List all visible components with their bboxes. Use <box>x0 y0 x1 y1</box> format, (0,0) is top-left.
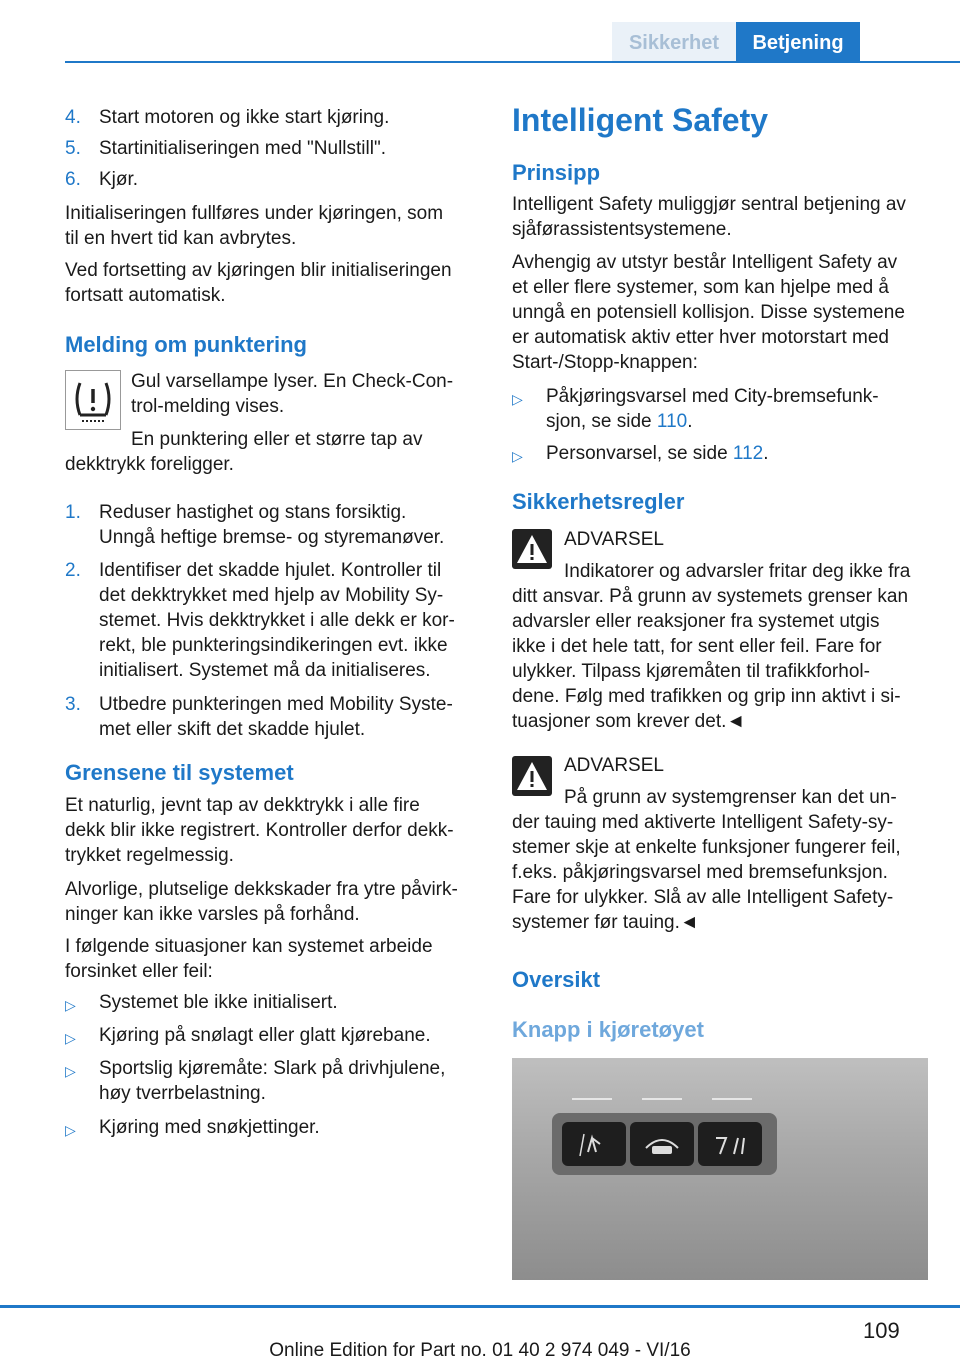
text-line: Kjøring på snølagt eller glatt kjørebane. <box>99 1025 431 1046</box>
text-line: I følgende situasjoner kan systemet arbeide <box>65 936 433 957</box>
section-heading: Grensene til systemet <box>65 760 294 785</box>
subsection-heading: Knapp i kjøretøyet <box>512 1017 704 1042</box>
text-fragment: . <box>763 443 769 464</box>
paragraph <box>65 793 454 868</box>
text-line: Alvorlige, plutselige dekkskader fra ytre påvirk- <box>65 879 458 900</box>
text-line: stemet. Hvis dekktrykket i alle dekk er kor- <box>99 610 455 631</box>
text-line: Gul varsellampe lyser. En Check-Con- <box>131 371 454 392</box>
page-link[interactable]: 110 <box>656 411 688 432</box>
text-line: trol-melding vises. <box>131 396 285 417</box>
bullet-list <box>512 384 932 472</box>
text-line: er automatisk aktiv etter hver motorstart med <box>512 327 889 348</box>
text-line: Kjøring med snøkjettinger. <box>99 1117 320 1138</box>
page-title: Intelligent Safety <box>512 102 769 138</box>
text-fragment: . <box>687 411 693 432</box>
text-line: forsinket eller feil: <box>65 961 213 982</box>
text-line: dekk blir ikke registrert. Kontroller derfor dekk- <box>65 820 454 841</box>
paragraph <box>512 584 908 734</box>
text-line: met eller skift det skadde hjulet. <box>99 719 366 740</box>
list-item <box>65 558 485 692</box>
step-number: 3. <box>65 694 81 715</box>
tire-pressure-warning-icon <box>65 370 121 430</box>
vehicle-buttons-photo <box>512 1058 928 1280</box>
paragraph <box>131 369 453 419</box>
header-divider <box>65 61 960 63</box>
text-line: Systemet ble ikke initialisert. <box>99 992 338 1013</box>
bullet-triangle-icon: ▷ <box>65 1063 76 1079</box>
paragraph <box>512 810 901 935</box>
text-line <box>546 409 879 434</box>
text-fragment: sjon, se side <box>546 411 657 432</box>
paragraph <box>65 258 452 308</box>
step-text: Kjør. <box>99 169 139 190</box>
steps-mid <box>65 500 485 750</box>
step-text: Startinitialiseringen med "Nullstill". <box>99 138 386 159</box>
paragraph <box>512 192 906 242</box>
text-line: Utbedre punkteringen med Mobility Syste- <box>99 694 453 715</box>
text-line: dekktrykk foreligger. <box>65 454 234 475</box>
list-item <box>65 105 485 136</box>
page-number: 109 <box>863 1318 900 1343</box>
text-line: Et naturlig, jevnt tap av dekktrykk i alle fire <box>65 795 420 816</box>
list-item <box>65 136 485 167</box>
text-line: Intelligent Safety muliggjør sentral betjening av <box>512 194 906 215</box>
text-line: stemer skje at enkelte funksjoner fungerer feil, <box>512 837 901 858</box>
list-item <box>65 692 485 750</box>
pedestrian-warning-button-icon <box>562 1122 626 1166</box>
text-line: dene. Følg med trafikken og grip inn aktivt i si- <box>512 686 901 707</box>
text-line: unngå en potensiell kollisjon. Disse systemene <box>512 302 905 323</box>
bullet-list <box>65 990 485 1148</box>
text-line: På grunn av systemgrenser kan det un- <box>564 787 897 808</box>
list-item <box>65 167 485 198</box>
tab-betjening[interactable]: Betjening <box>736 22 860 62</box>
text-line: Unngå heftige bremse- og styremanøver. <box>99 527 445 548</box>
text-line: til en hvert tid kan avbrytes. <box>65 228 297 249</box>
text-line: Initialiseringen fullføres under kjøringen, som <box>65 203 444 224</box>
text-line: Fare for ulykker. Slå av alle Intelligent Safety- <box>512 887 894 908</box>
bullet-triangle-icon: ▷ <box>65 1122 76 1138</box>
text-line: advarsler eller reaksjoner fra systemet utgis <box>512 611 880 632</box>
paragraph <box>512 250 905 375</box>
text-line: fortsatt automatisk. <box>65 285 226 306</box>
text-fragment: Personvarsel, se side <box>546 443 733 464</box>
step-text: Start motoren og ikke start kjøring. <box>99 107 390 128</box>
text-line: Start-/Stopp-knappen: <box>512 352 698 373</box>
section-heading: Melding om punktering <box>65 332 307 357</box>
bullet-triangle-icon: ▷ <box>512 448 523 464</box>
text-line: Reduser hastighet og stans forsiktig. <box>99 502 407 523</box>
text-line: ditt ansvar. På grunn av systemets grenser kan <box>512 586 909 607</box>
text-line: ikke i det hele tatt, for sent eller feil. Fare for <box>512 636 882 657</box>
text-line: trykket regelmessig. <box>65 845 234 866</box>
paragraph <box>65 934 433 984</box>
step-number: 5. <box>65 138 81 159</box>
collision-warning-button-icon <box>630 1122 694 1166</box>
paragraph <box>65 877 458 927</box>
text-line: systemer før tauing.◄ <box>512 912 699 933</box>
page-link[interactable]: 112 <box>732 443 764 464</box>
list-item <box>512 384 932 441</box>
step-number: 4. <box>65 107 81 128</box>
section-heading: Sikkerhetsregler <box>512 489 685 514</box>
section-heading: Oversikt <box>512 967 601 992</box>
bullet-triangle-icon: ▷ <box>512 391 523 407</box>
text-line: Indikatorer og advarsler fritar deg ikke fra <box>564 561 911 582</box>
lane-warning-button-icon <box>698 1122 762 1166</box>
text-line: initialisert. Systemet må da initialiseres. <box>99 660 431 681</box>
footer-divider <box>0 1305 960 1308</box>
step-number: 1. <box>65 502 81 523</box>
tab-sikkerhet[interactable]: Sikkerhet <box>612 22 736 62</box>
text-line: det dekktrykket med hjelp av Mobility Sy- <box>99 585 444 606</box>
list-item <box>65 500 485 558</box>
warning-title: ADVARSEL <box>564 529 664 550</box>
footer-edition: Online Edition for Part no. 01 40 2 974 049 - VI/16 <box>269 1340 691 1361</box>
bullet-triangle-icon: ▷ <box>65 1030 76 1046</box>
text-line: der tauing med aktiverte Intelligent Safety-sy- <box>512 812 894 833</box>
text-line: høy tverrbelastning. <box>99 1083 266 1104</box>
section-heading: Prinsipp <box>512 160 601 185</box>
warning-triangle-icon <box>512 529 552 569</box>
warning-triangle-icon <box>512 756 552 796</box>
text-line: f.eks. påkjøringsvarsel med bremsefunksjon. <box>512 862 888 883</box>
list-item <box>512 441 932 472</box>
text-line: rekt, ble punkteringsindikeringen evt. ikke <box>99 635 448 656</box>
list-item <box>65 1115 485 1148</box>
list-item <box>65 1023 485 1056</box>
text-line: Påkjøringsvarsel med City-bremsefunk- <box>546 386 879 407</box>
list-item <box>65 990 485 1023</box>
text-line: ninger kan ikke varsles på forhånd. <box>65 904 360 925</box>
paragraph <box>65 201 443 251</box>
text-line: En punktering eller et større tap av <box>131 429 423 450</box>
text-line: Identifiser det skadde hjulet. Kontroller til <box>99 560 442 581</box>
warning-title: ADVARSEL <box>564 755 664 776</box>
text-line: et eller flere systemer, som kan hjelpe med å <box>512 277 890 298</box>
text-line: Ved fortsetting av kjøringen blir initialiseringen <box>65 260 452 281</box>
step-number: 2. <box>65 560 81 581</box>
text-line: sjåførassistentsystemene. <box>512 219 732 240</box>
text-line: ulykker. Tilpass kjøremåten til trafikkforhol- <box>512 661 870 682</box>
steps-top <box>65 105 485 198</box>
bullet-triangle-icon: ▷ <box>65 997 76 1013</box>
text-line: Avhengig av utstyr består Intelligent Safety av <box>512 252 898 273</box>
step-number: 6. <box>65 169 81 190</box>
list-item <box>65 1056 485 1115</box>
text-line: Sportslig kjøremåte: Slark på drivhjulene, <box>99 1058 446 1079</box>
text-line: tuasjoner som krever det.◄ <box>512 711 746 732</box>
